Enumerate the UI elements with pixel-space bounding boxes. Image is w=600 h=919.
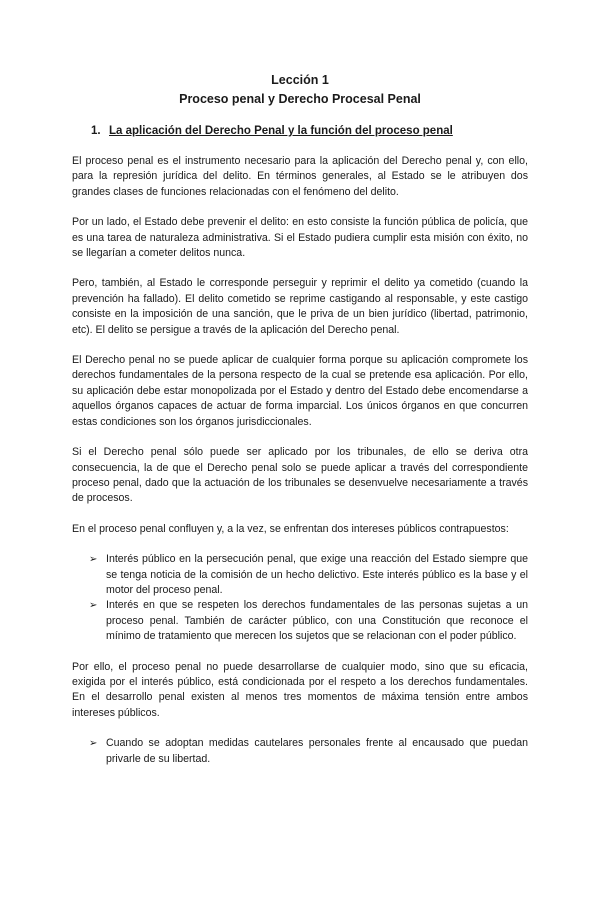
list-item bbox=[89, 552, 528, 598]
bullet-list bbox=[72, 552, 528, 644]
paragraph: Si el Derecho penal sólo puede ser aplicado por los tribunales, de ello se deriva otra consecuencia, la de que el Derecho penal solo se puede aplicar a través del correspondiente proceso penal, dado que la actuación de los tribunales se desenvuelve necesariamente a través de procesos. bbox=[72, 446, 528, 505]
section-heading bbox=[91, 123, 528, 139]
paragraph: El Derecho penal no se puede aplicar de cualquier forma porque su aplicación compromete los derechos fundamentales de la persona respecto de la cual se pretende esa aplicación. Por ello, su aplicación debe estar monopolizada por el Estado y dentro del Estado debe encomendarse a aquellos órganos capaces de actuar de forma imparcial. Los únicos órganos en que concurren estas condiciones son los órganos jurisdiccionales. bbox=[72, 354, 528, 428]
paragraph: Pero, también, al Estado le corresponde perseguir y reprimir el delito ya cometido (cuando la prevención ha fallado). El delito cometido se reprime castigando al responsable, y este castigo consiste en la imposición de una sanción, que le priva de un bien jurídico (libertad, patrimonio, etc). El delito se persigue a través de la aplicación del Derecho penal. bbox=[72, 277, 528, 336]
list-item-text: Cuando se adoptan medidas cautelares personales frente al encausado que puedan privarle de su libertad. bbox=[106, 737, 528, 765]
section-number: 1. bbox=[91, 125, 101, 137]
arrow-bullet-icon: ➢ bbox=[89, 738, 98, 750]
lesson-subtitle: Proceso penal y Derecho Procesal Penal bbox=[179, 92, 421, 106]
list-item bbox=[89, 598, 528, 644]
bullet-list bbox=[72, 736, 528, 767]
list-item bbox=[89, 736, 528, 767]
section-title: La aplicación del Derecho Penal y la función del proceso penal bbox=[109, 125, 453, 137]
paragraph: Por un lado, el Estado debe prevenir el delito: en esto consiste la función pública de policía, que es una tarea de naturaleza administrativa. Si el Estado pudiera cumplir esta misión con éxito, no se llegarían a cometer delitos nunca. bbox=[72, 216, 528, 260]
arrow-bullet-icon: ➢ bbox=[89, 600, 98, 612]
lesson-title: Lección 1 bbox=[271, 73, 329, 87]
paragraph: En el proceso penal confluyen y, a la vez, se enfrentan dos intereses públicos contrapuestos: bbox=[72, 522, 509, 535]
paragraph: Por ello, el proceso penal no puede desarrollarse de cualquier modo, sino que su eficacia, exigida por el interés público, está condicionada por el respeto a los derechos fundamentales. En el desarrollo penal existen al menos tres momentos de máxima tensión entre ambos intereses públicos. bbox=[72, 660, 528, 719]
document-page bbox=[0, 71, 600, 919]
list-item-text: Interés en que se respeten los derechos fundamentales de las personas sujetas a un proceso penal. También de carácter público, con una Constitución que reconoce el mínimo de tratamiento que merecen los sujetos que se relacionan con el poder público. bbox=[106, 599, 528, 643]
list-item-text: Interés público en la persecución penal, que exige una reacción del Estado siempre que se tenga noticia de la comisión de un hecho delictivo. Este interés público es la base y el motor del proceso penal. bbox=[106, 553, 528, 596]
arrow-bullet-icon: ➢ bbox=[89, 554, 98, 566]
paragraph: El proceso penal es el instrumento necesario para la aplicación del Derecho penal y, con ello, para la represión jurídica del delito. En términos generales, al Estado se le atribuyen dos grandes clases de funciones relacionadas con el fenómeno del delito. bbox=[72, 155, 528, 198]
